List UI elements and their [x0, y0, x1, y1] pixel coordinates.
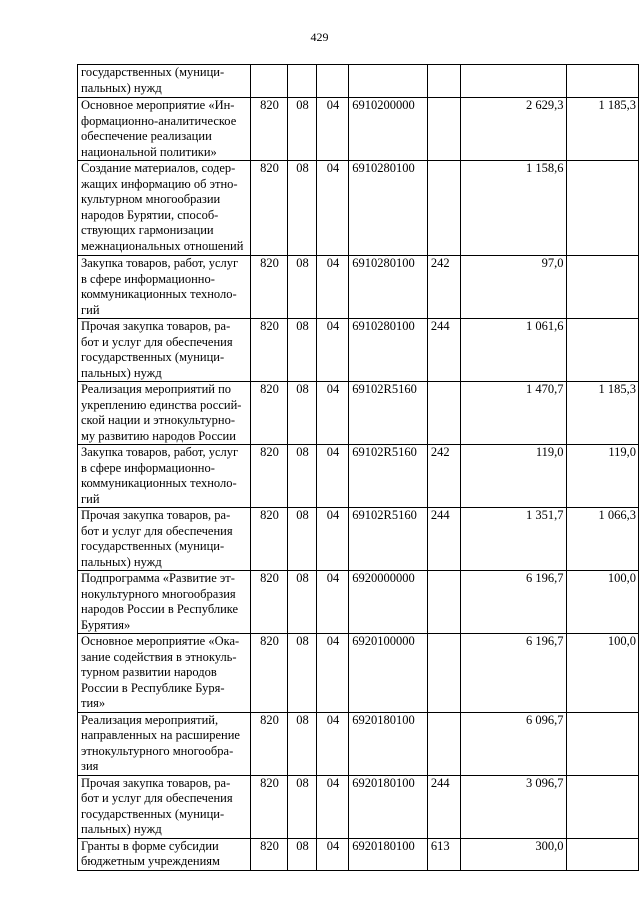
expense-type-code-cell: 244 — [427, 319, 460, 382]
section-code-cell: 08 — [288, 838, 317, 870]
grbs-code-cell: 820 — [250, 775, 287, 838]
table-row — [78, 775, 639, 838]
table-row — [78, 445, 639, 508]
expense-name-cell: Закупка товаров, работ, услуг в сфере информационно- коммуникационных техноло- гий — [78, 445, 251, 508]
target-article-code-cell: 6910200000 — [349, 98, 428, 161]
subsection-code-cell: 04 — [316, 319, 348, 382]
subsection-code-cell: 04 — [316, 256, 348, 319]
budget-table-body — [78, 65, 639, 871]
target-article-code-cell: 69102R5160 — [349, 445, 428, 508]
section-code-cell: 08 — [288, 445, 317, 508]
page-number: 429 — [310, 30, 329, 44]
expense-type-code-cell — [427, 634, 460, 713]
grbs-code-cell: 820 — [250, 319, 287, 382]
subsection-code-cell: 04 — [316, 98, 348, 161]
section-code-cell: 08 — [288, 256, 317, 319]
target-article-code-cell: 6910280100 — [349, 319, 428, 382]
expense-name-cell: Подпрограмма «Развитие эт- нокультурного многообразия народов России в Республике Бурятия» — [78, 571, 251, 634]
table-row — [78, 508, 639, 571]
amount-federal-cell — [566, 775, 638, 838]
expense-name-cell: Реализация мероприятий по укреплению единства россий- ской нации и этнокультурно- му развитию народов России — [78, 382, 251, 445]
amount-total-cell: 2 629,3 — [460, 98, 566, 161]
grbs-code-cell: 820 — [250, 98, 287, 161]
target-article-code-cell: 69102R5160 — [349, 508, 428, 571]
subsection-code-cell — [316, 65, 348, 98]
grbs-code-cell: 820 — [250, 382, 287, 445]
grbs-code-cell: 820 — [250, 712, 287, 775]
grbs-code-cell: 820 — [250, 256, 287, 319]
expense-type-code-cell — [427, 382, 460, 445]
amount-federal-cell: 100,0 — [566, 634, 638, 713]
expense-name-cell: Гранты в форме субсидии бюджетным учреждениям — [78, 838, 251, 870]
expense-type-code-cell — [427, 161, 460, 256]
section-code-cell: 08 — [288, 775, 317, 838]
subsection-code-cell: 04 — [316, 775, 348, 838]
section-code-cell: 08 — [288, 571, 317, 634]
amount-federal-cell — [566, 319, 638, 382]
grbs-code-cell: 820 — [250, 571, 287, 634]
amount-total-cell: 1 470,7 — [460, 382, 566, 445]
grbs-code-cell: 820 — [250, 838, 287, 870]
amount-federal-cell: 119,0 — [566, 445, 638, 508]
amount-total-cell: 6 096,7 — [460, 712, 566, 775]
amount-total-cell: 6 196,7 — [460, 634, 566, 713]
expense-type-code-cell: 244 — [427, 775, 460, 838]
expense-type-code-cell — [427, 65, 460, 98]
amount-total-cell: 3 096,7 — [460, 775, 566, 838]
expense-name-cell: Прочая закупка товаров, ра- бот и услуг для обеспечения государственных (муници- пальных) нужд — [78, 508, 251, 571]
grbs-code-cell: 820 — [250, 634, 287, 713]
table-row — [78, 712, 639, 775]
grbs-code-cell: 820 — [250, 161, 287, 256]
table-row — [78, 161, 639, 256]
amount-federal-cell — [566, 65, 638, 98]
table-row — [78, 634, 639, 713]
amount-federal-cell — [566, 838, 638, 870]
subsection-code-cell: 04 — [316, 571, 348, 634]
amount-total-cell — [460, 65, 566, 98]
section-code-cell: 08 — [288, 382, 317, 445]
amount-total-cell: 6 196,7 — [460, 571, 566, 634]
subsection-code-cell: 04 — [316, 382, 348, 445]
expense-type-code-cell — [427, 712, 460, 775]
section-code-cell: 08 — [288, 161, 317, 256]
section-code-cell: 08 — [288, 319, 317, 382]
table-row — [78, 838, 639, 870]
amount-total-cell: 97,0 — [460, 256, 566, 319]
expense-name-cell: государственных (муници- пальных) нужд — [78, 65, 251, 98]
expense-type-code-cell: 244 — [427, 508, 460, 571]
subsection-code-cell: 04 — [316, 445, 348, 508]
table-row — [78, 319, 639, 382]
table-row — [78, 382, 639, 445]
expense-type-code-cell: 242 — [427, 256, 460, 319]
amount-total-cell: 1 158,6 — [460, 161, 566, 256]
target-article-code-cell: 6920180100 — [349, 712, 428, 775]
section-code-cell: 08 — [288, 712, 317, 775]
subsection-code-cell: 04 — [316, 508, 348, 571]
expense-name-cell: Прочая закупка товаров, ра- бот и услуг для обеспечения государственных (муници- пальных) нужд — [78, 775, 251, 838]
section-code-cell — [288, 65, 317, 98]
amount-federal-cell: 1 066,3 — [566, 508, 638, 571]
target-article-code-cell: 6920000000 — [349, 571, 428, 634]
amount-federal-cell — [566, 256, 638, 319]
grbs-code-cell — [250, 65, 287, 98]
expense-name-cell: Закупка товаров, работ, услуг в сфере информационно- коммуникационных техноло- гий — [78, 256, 251, 319]
table-row — [78, 98, 639, 161]
expense-type-code-cell: 242 — [427, 445, 460, 508]
target-article-code-cell — [349, 65, 428, 98]
expense-name-cell: Основное мероприятие «Ока- зание содействия в этнокуль- турном развитии народов России в Республике Буря- тия» — [78, 634, 251, 713]
expense-type-code-cell — [427, 571, 460, 634]
subsection-code-cell: 04 — [316, 838, 348, 870]
section-code-cell: 08 — [288, 634, 317, 713]
expense-name-cell: Реализация мероприятий, направленных на расширение этнокультурного многообра- зия — [78, 712, 251, 775]
expense-type-code-cell — [427, 98, 460, 161]
expense-name-cell: Прочая закупка товаров, ра- бот и услуг для обеспечения государственных (муници- пальных) нужд — [78, 319, 251, 382]
target-article-code-cell: 6920180100 — [349, 838, 428, 870]
target-article-code-cell: 6920100000 — [349, 634, 428, 713]
table-row — [78, 65, 639, 98]
amount-total-cell: 1 351,7 — [460, 508, 566, 571]
amount-total-cell: 300,0 — [460, 838, 566, 870]
table-row — [78, 256, 639, 319]
amount-total-cell: 1 061,6 — [460, 319, 566, 382]
target-article-code-cell: 69102R5160 — [349, 382, 428, 445]
target-article-code-cell: 6910280100 — [349, 161, 428, 256]
grbs-code-cell: 820 — [250, 508, 287, 571]
expense-name-cell: Создание материалов, содер- жащих информацию об этно- культурном многообразии народов Бурятии, способ- ствующих гармонизации межнациональных отношений — [78, 161, 251, 256]
amount-federal-cell: 1 185,3 — [566, 98, 638, 161]
subsection-code-cell: 04 — [316, 634, 348, 713]
table-row — [78, 571, 639, 634]
section-code-cell: 08 — [288, 98, 317, 161]
target-article-code-cell: 6920180100 — [349, 775, 428, 838]
subsection-code-cell: 04 — [316, 161, 348, 256]
section-code-cell: 08 — [288, 508, 317, 571]
amount-federal-cell — [566, 712, 638, 775]
subsection-code-cell: 04 — [316, 712, 348, 775]
target-article-code-cell: 6910280100 — [349, 256, 428, 319]
budget-table — [77, 64, 639, 871]
amount-federal-cell — [566, 161, 638, 256]
expense-type-code-cell: 613 — [427, 838, 460, 870]
amount-federal-cell: 1 185,3 — [566, 382, 638, 445]
grbs-code-cell: 820 — [250, 445, 287, 508]
amount-total-cell: 119,0 — [460, 445, 566, 508]
expense-name-cell: Основное мероприятие «Ин- формационно-аналитическое обеспечение реализации национальной политики» — [78, 98, 251, 161]
amount-federal-cell: 100,0 — [566, 571, 638, 634]
